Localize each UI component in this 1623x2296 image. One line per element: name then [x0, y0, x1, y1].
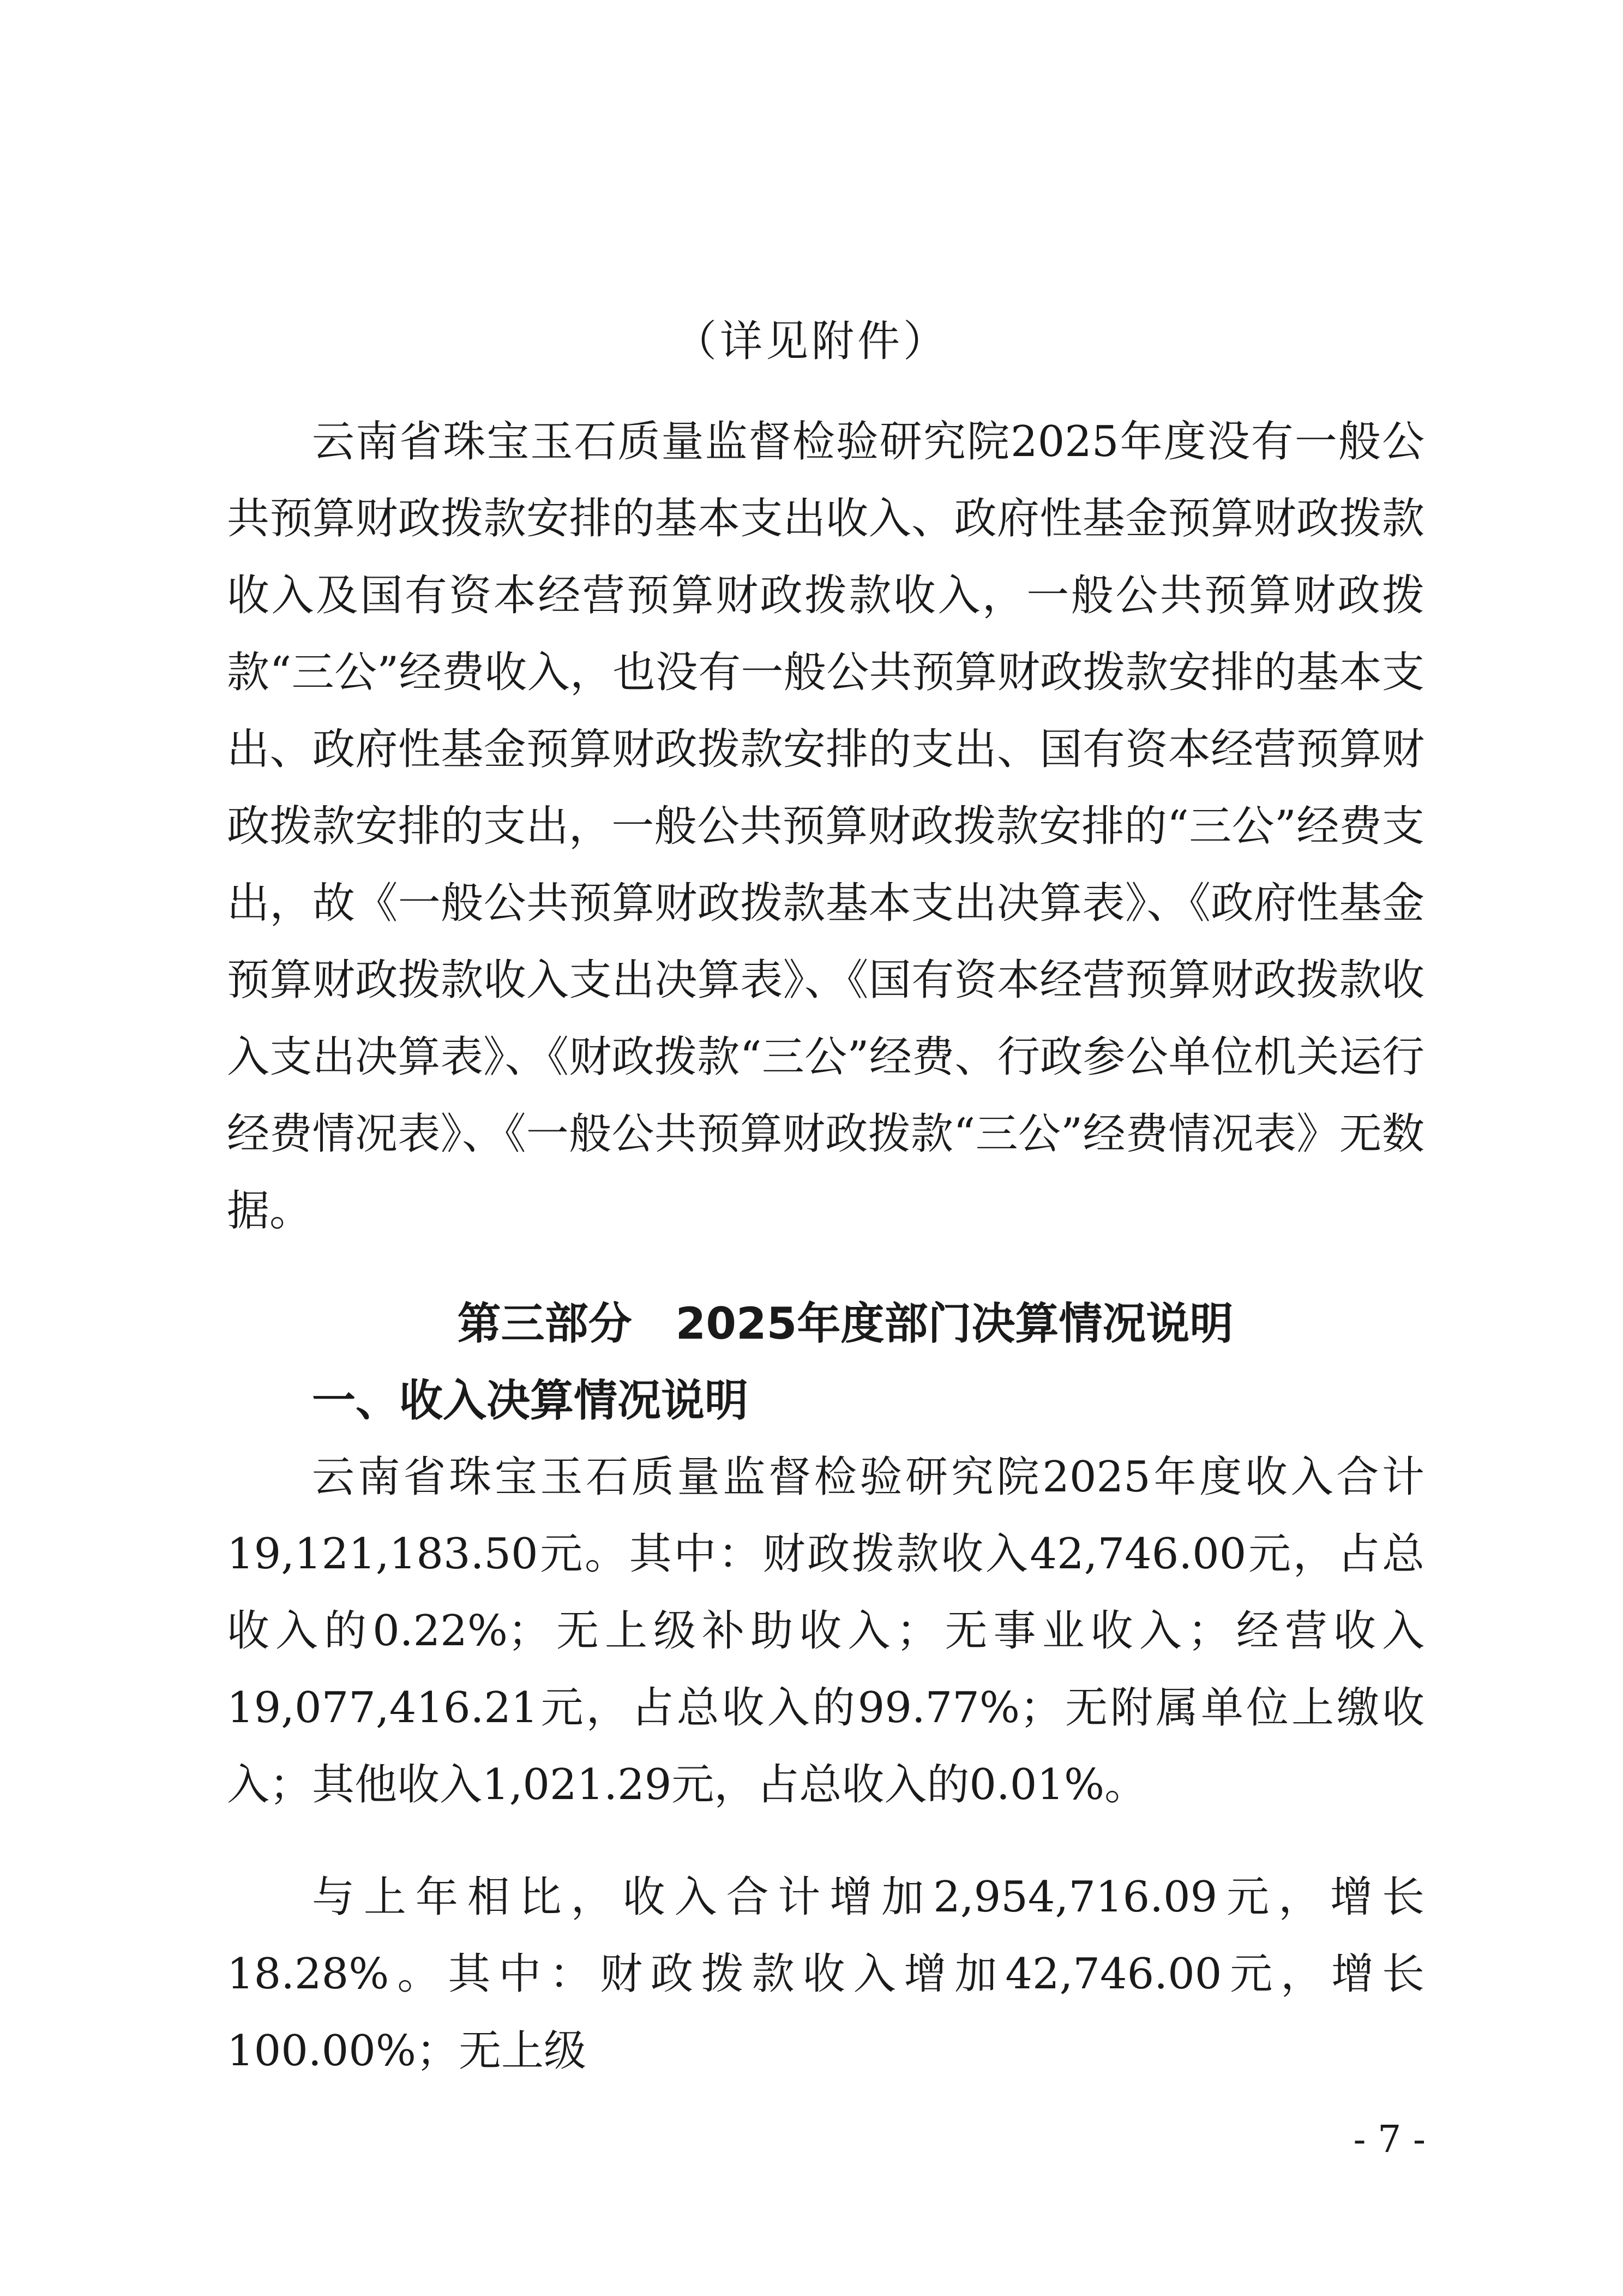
attachment-note: （详见附件）: [674, 317, 949, 366]
paragraph-income-comparison: 与上年相比，收入合计增加2,954,716.09元，增长18.28%。其中：财政拨款收入增加42,746.00元，增长100.00%；无上级: [227, 1873, 1424, 2076]
page-number: - 7 -: [1353, 2118, 1426, 2161]
section-heading: 一、收入决算情况说明: [312, 1375, 748, 1426]
paragraph-no-data-statement: 云南省珠宝玉石质量监督检验研究院2025年度没有一般公共预算财政拨款安排的基本支出收入、政府性基金预算财政拨款收入及国有资本经营预算财政拨款收入，一般公共预算财政拨款“三公”经费收入，也没有一般公共预算财政拨款安排的基本支出、政府性基金预算财政拨款安排的支出、国有资本经营预算财政拨款安排的支出，一般公共预算财政拨款安排的“三公”经费支出，故《一般公共预算财政拨款基本支出决算表》、《政府性基金预算财政拨款收入支出决算表》、《国有资本经营预算财政拨款收入支出决算表》、《财政拨款“三公”经费、行政参公单位机关运行经费情况表》、《一般公共预算财政拨款“三公”经费情况表》无数据。: [227, 417, 1424, 1236]
part-heading: 第三部分 2025年度部门决算情况说明: [457, 1298, 1234, 1349]
paragraph-income-summary: 云南省珠宝玉石质量监督检验研究院2025年度收入合计19,121,183.50元。其中：财政拨款收入42,746.00元，占总收入的0.22%；无上级补助收入；无事业收入；经营收入19,077,416.21元，占总收入的99.77%；无附属单位上缴收入；其他收入1,021.29元，占总收入的0.01%。: [227, 1453, 1424, 1809]
